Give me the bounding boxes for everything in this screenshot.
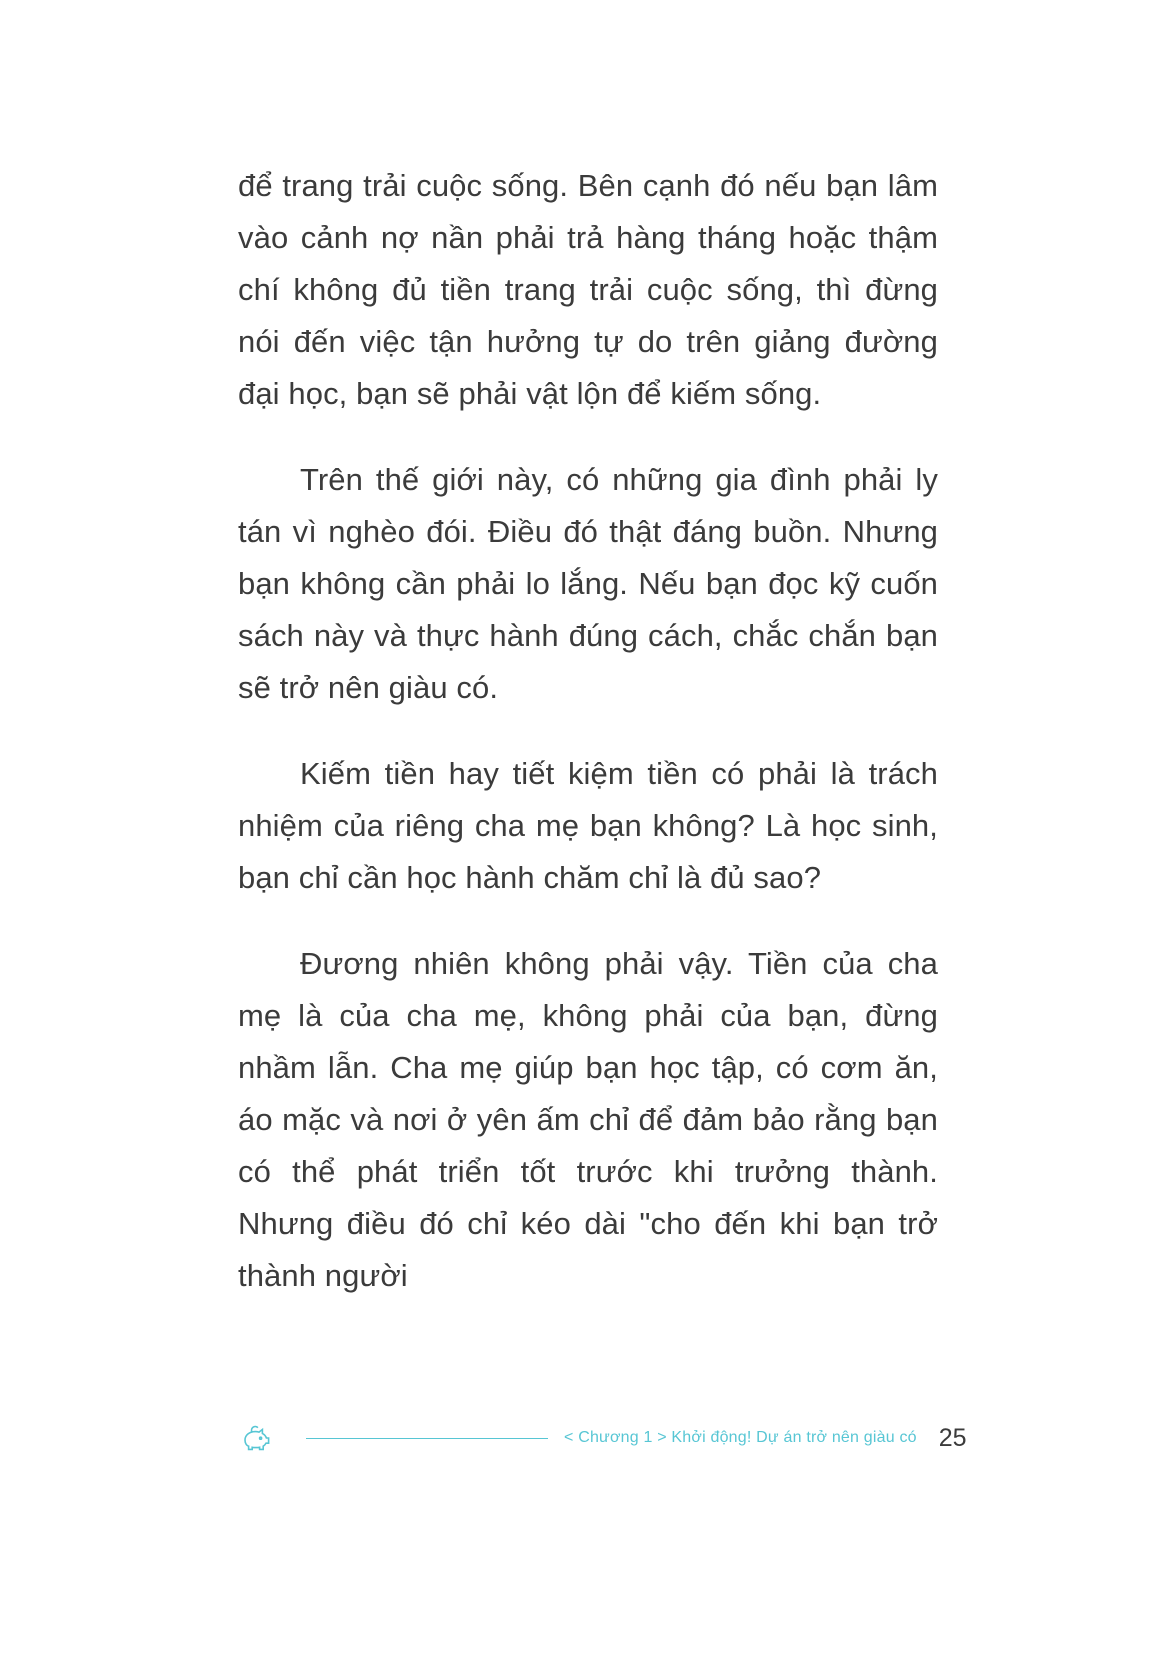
page-number: 25 [938,1423,967,1452]
paragraph: Trên thế giới này, có những gia đình phải ly tán vì nghèo đói. Điều đó thật đáng buồn. Nhưng bạn không cần phải lo lắng. Nếu bạn đọc kỹ cuốn sách này và thực hành đúng cách, chắc chắn bạn sẽ trở nên giàu có. [238,462,938,705]
page-body [238,160,938,1336]
footer-divider [306,1438,548,1439]
paragraph: để trang trải cuộc sống. Bên cạnh đó nếu bạn lâm vào cảnh nợ nần phải trả hàng tháng hoặc thậm chí không đủ tiền trang trải cuộc sống, thì đừng nói đến việc tận hưởng tự do trên giảng đường đại học, bạn sẽ phải vật lộn để kiếm sống. [238,168,938,411]
piggy-bank-icon [238,1419,276,1457]
paragraph: Kiếm tiền hay tiết kiệm tiền có phải là trách nhiệm của riêng cha mẹ bạn không? Là học sinh, bạn chỉ cần học hành chăm chỉ là đủ sao? [238,756,938,895]
page-footer [238,1418,967,1458]
paragraph: Đương nhiên không phải vậy. Tiền của cha mẹ là của cha mẹ, không phải của bạn, đừng nhầm lẫn. Cha mẹ giúp bạn học tập, có cơm ăn, áo mặc và nơi ở yên ấm chỉ để đảm bảo rằng bạn có thể phát triển tốt trước khi trưởng thành. Nhưng điều đó chỉ kéo dài "cho đến khi bạn trở thành người [238,946,938,1293]
footer-chapter-label: < Chương 1 > Khởi động! Dự án trở nên giàu có [564,1429,917,1446]
